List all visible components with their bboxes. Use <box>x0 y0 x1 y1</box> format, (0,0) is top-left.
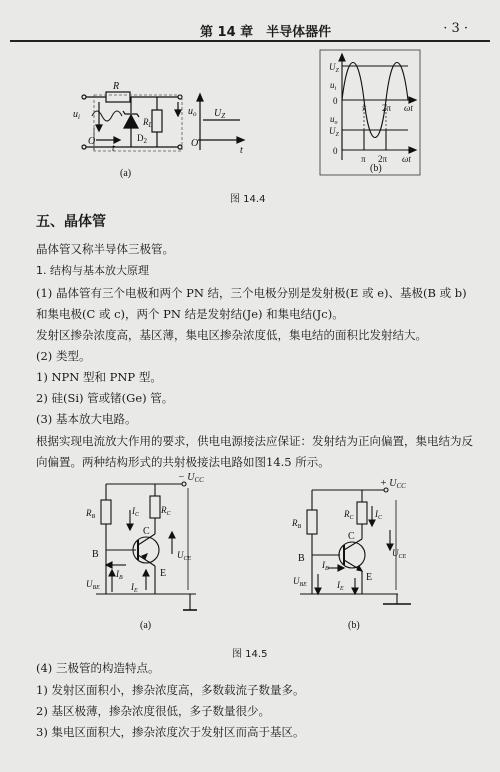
label-d2: $D_2$ <box>137 133 147 145</box>
label-ube-b: $U_{BE}$ <box>293 576 307 588</box>
label-supply-a: − $U_{CC}$ <box>178 472 204 484</box>
label-b-a: B <box>92 549 99 560</box>
label-uce-b: $U_{CE}$ <box>392 548 407 560</box>
figure-14-4-caption: 图 14.4 <box>230 194 266 205</box>
paragraph-amplifier: (3) 基本放大电路。 <box>36 412 137 426</box>
label-ie-a: $I_E$ <box>131 582 138 594</box>
resistor-r <box>106 92 130 102</box>
zener-diode-d2 <box>124 115 138 128</box>
label-e-b: E <box>366 572 373 583</box>
label-b-b: B <box>298 553 305 564</box>
transistor-a <box>133 537 159 563</box>
figure-14-4a-circuit <box>82 92 244 151</box>
paragraph-base: 2) 基区极薄，掺杂浓度很低，多子数量很少。 <box>36 704 270 718</box>
label-zero-b1: 0 <box>333 96 338 106</box>
label-supply-b: + $U_{CC}$ <box>380 478 406 490</box>
figure-14-5b-circuit <box>300 488 411 604</box>
paragraph-intro: 晶体管又称半导体三极管。 <box>36 242 174 256</box>
paragraph-si-ge: 2) 硅(Si) 管或锗(Ge) 管。 <box>36 391 174 405</box>
paragraph-bias: 根据实现电流放大作用的要求，供电电源接法应保证：发射结为正向偏置，集电结为反向偏置。两种结构形式的共射极接法电路如图14.5 所示。 <box>36 434 473 469</box>
label-rb-a: $R_B$ <box>86 508 96 520</box>
paragraph-construction: (4) 三极管的构造特点。 <box>36 661 160 675</box>
label-wt-b1: ωt <box>404 103 413 113</box>
label-c-b: C <box>348 531 355 542</box>
resistor-rc-a <box>150 496 160 518</box>
page-number: · 3 · <box>443 21 468 36</box>
label-ib-b: $I_B$ <box>322 560 329 572</box>
paragraph-npn-pnp: 1) NPN 型和 PNP 型。 <box>36 370 162 384</box>
label-t-plot: t <box>240 145 243 156</box>
label-r: R <box>113 81 120 92</box>
label-rc-b: $R_C$ <box>344 509 354 521</box>
figure-14-5 <box>0 470 500 640</box>
label-o-a: O <box>88 136 96 147</box>
label-ube-a: $U_{BE}$ <box>86 579 100 591</box>
label-c-a: C <box>143 526 150 537</box>
label-2pi-b1: 2π <box>382 103 392 113</box>
label-zero-b2: 0 <box>333 146 338 156</box>
section-heading: 五、晶体管 <box>36 214 106 230</box>
figure-14-4a-label: (a) <box>120 168 132 179</box>
chapter-title: 第 14 章 半导体器件 <box>200 25 332 40</box>
label-rc-a: $R_C$ <box>161 505 171 517</box>
label-2pi-b2: 2π <box>378 154 388 164</box>
figure-14-5a-label: (a) <box>140 620 152 631</box>
paragraph-doping: 发射区掺杂浓度高，基区薄，集电区掺杂浓度低，集电结的面积比发射结大。 <box>36 328 427 342</box>
label-ic-b: $I_C$ <box>375 509 383 521</box>
label-uce-a: $U_{CE}$ <box>177 550 192 562</box>
resistor-rl <box>152 110 162 132</box>
paragraph-structure-heading: 1. 结构与基本放大原理 <box>36 264 149 277</box>
resistor-rb-b <box>307 510 317 534</box>
label-pi-b2: π <box>361 154 366 164</box>
paragraph-emitter: 1) 发射区面积小，掺杂浓度高，多数载流子数量多。 <box>36 683 305 697</box>
figure-14-5a-circuit <box>96 482 197 610</box>
label-o-plot: O <box>191 138 199 149</box>
figure-14-5-caption: 图 14.5 <box>232 649 268 660</box>
label-ic-a: $I_C$ <box>132 506 140 518</box>
paragraph-types: (2) 类型。 <box>36 349 91 363</box>
label-uo: $u_o$ <box>188 106 197 118</box>
label-uz-a: $U_Z$ <box>214 108 226 120</box>
label-uz-b-bottom: $U_Z$ <box>329 126 339 138</box>
label-pi-b1: π <box>362 103 367 113</box>
label-ui-b: $u_i$ <box>330 80 337 92</box>
label-ui: $u_i$ <box>73 109 80 121</box>
resistor-rb-a <box>101 500 111 524</box>
label-t-a: t <box>112 143 115 154</box>
transistor-b <box>339 542 365 568</box>
figure-14-5b-label: (b) <box>348 620 360 631</box>
paragraph-electrodes: (1) 晶体管有三个电极和两个 PN 结，三个电极分别是发射极(E 或 e)、基极(B 或 b) 和集电极(C 或 c)，两个 PN 结是发射结(Je) 和集电结(Jc)。 <box>36 286 467 321</box>
label-e-a: E <box>160 568 167 579</box>
figure-14-4b-label: (b) <box>370 163 382 174</box>
paragraph-collector: 3) 集电区面积大，掺杂浓度次于发射区而高于基区。 <box>36 725 305 739</box>
label-wt-b2: ωt <box>402 154 411 164</box>
resistor-rc-b <box>357 502 367 524</box>
figure-14-4 <box>0 0 500 200</box>
label-ie-b: $I_E$ <box>337 580 344 592</box>
label-uo-b: $u_o$ <box>330 114 338 126</box>
label-rl: $R_L$ <box>143 117 153 129</box>
label-uz-b-top: $U_Z$ <box>329 62 339 74</box>
label-ib-a: $I_B$ <box>116 569 123 581</box>
label-rb-b: $R_B$ <box>292 518 302 530</box>
